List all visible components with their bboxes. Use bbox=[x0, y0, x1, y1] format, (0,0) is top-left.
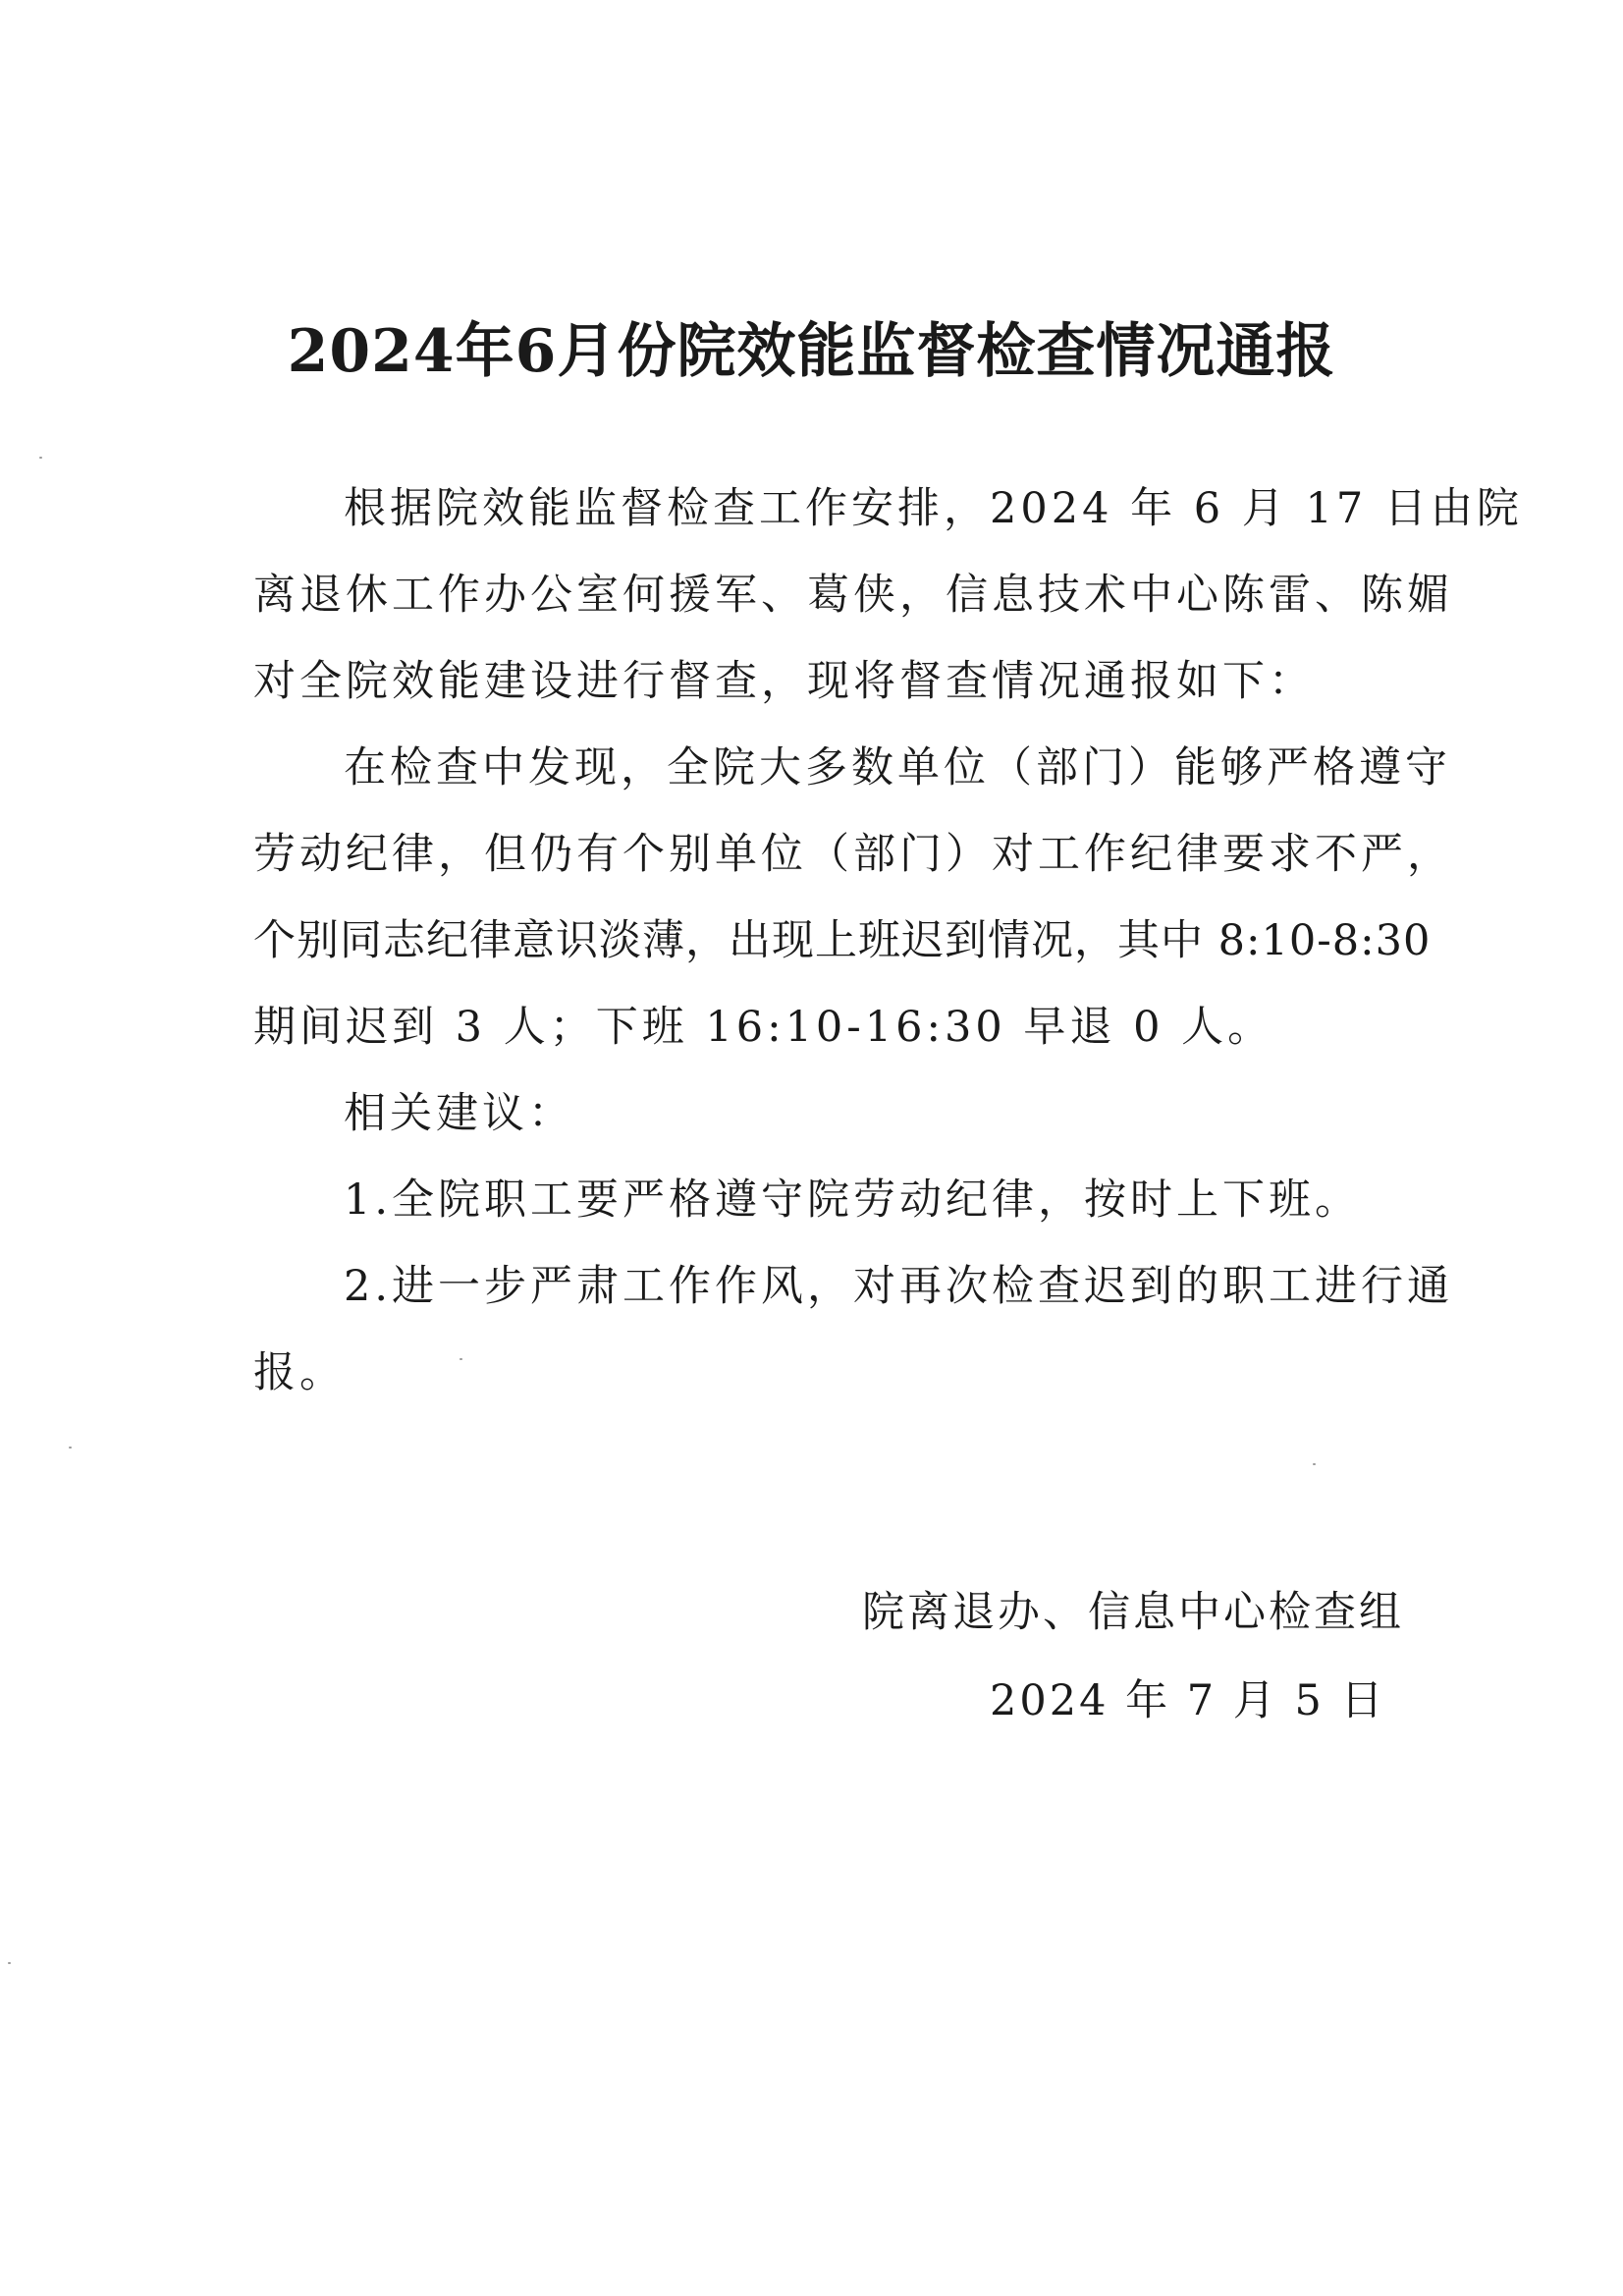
paragraph2-line1: 在检查中发现，全院大多数单位（部门）能够严格遵守 bbox=[344, 743, 1451, 793]
paragraph1-line1: 根据院效能监督检查工作安排，2024 年 6 月 17 日由院 bbox=[344, 484, 1523, 533]
scan-speck bbox=[8, 1962, 11, 1964]
suggestion-item-2-line2: 报。 bbox=[253, 1348, 346, 1397]
signature-date: 2024 年 7 月 5 日 bbox=[990, 1676, 1386, 1725]
scan-speck bbox=[69, 1447, 72, 1449]
document-title: 2024年6月份院效能监督检查情况通报 bbox=[287, 317, 1336, 386]
suggestion-item-2-line1: 2.进一步严肃工作作风，对再次检查迟到的职工进行通 bbox=[344, 1262, 1454, 1311]
suggestions-heading: 相关建议： bbox=[344, 1089, 574, 1138]
paragraph1-line2: 离退休工作办公室何援军、葛侠，信息技术中心陈雷、陈媚 bbox=[253, 571, 1453, 620]
suggestion-item-1: 1.全院职工要严格遵守院劳动纪律，按时上下班。 bbox=[344, 1175, 1362, 1225]
paragraph1-line3: 对全院效能建设进行督查，现将督查情况通报如下： bbox=[253, 657, 1315, 706]
scan-speck bbox=[39, 457, 42, 459]
signature-organization: 院离退办、信息中心检查组 bbox=[862, 1588, 1404, 1637]
paragraph2-line3: 个别同志纪律意识淡薄，出现上班迟到情况，其中 8:10-8:30 bbox=[253, 916, 1432, 965]
paragraph2-line4: 期间迟到 3 人；下班 16:10-16:30 早退 0 人。 bbox=[253, 1003, 1274, 1052]
paragraph2-line2: 劳动纪律，但仍有个别单位（部门）对工作纪律要求不严， bbox=[253, 830, 1453, 879]
scan-speck bbox=[460, 1358, 462, 1360]
scan-speck bbox=[1313, 1463, 1316, 1465]
